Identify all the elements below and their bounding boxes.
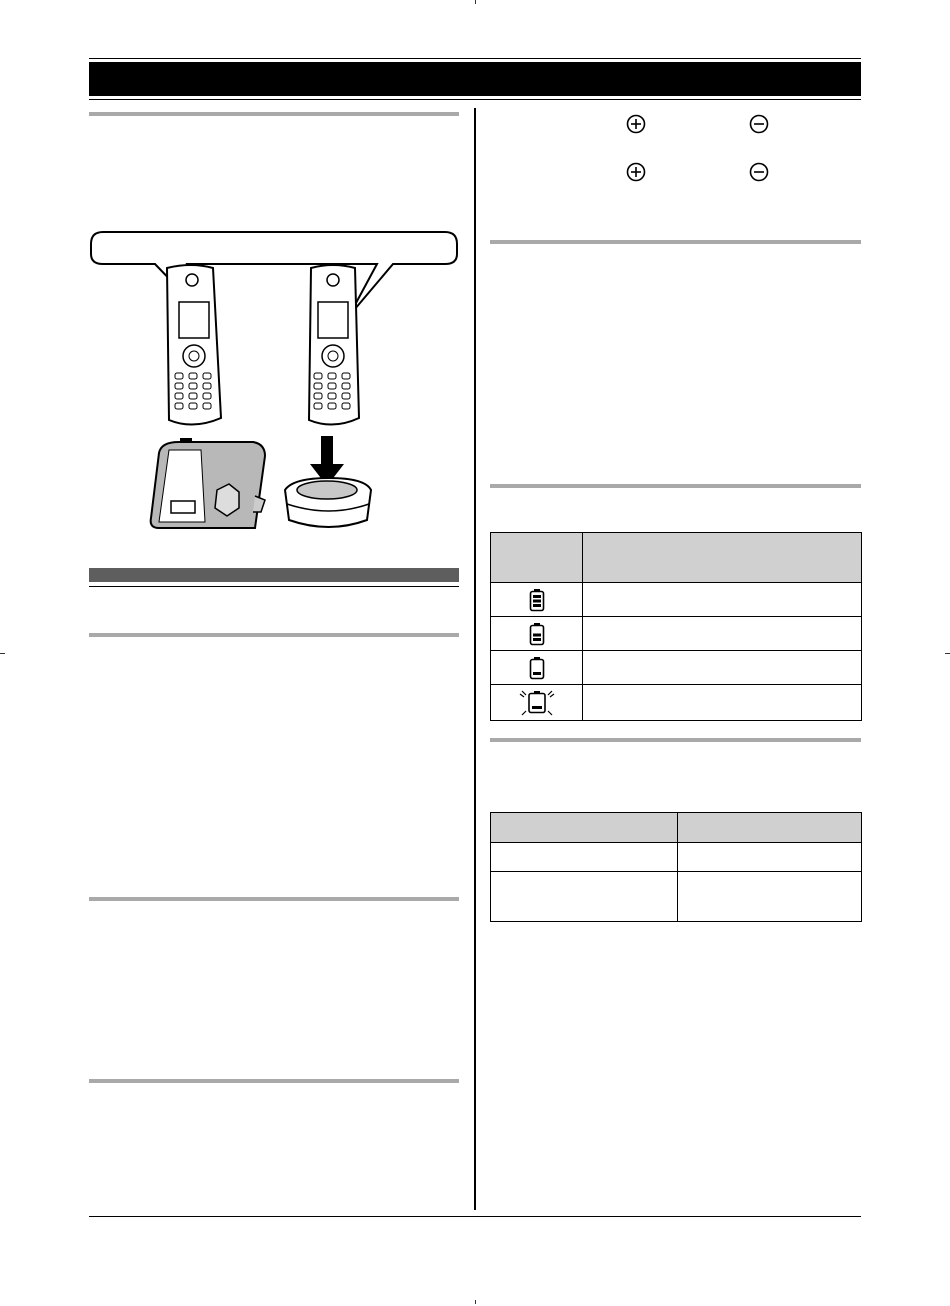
section-rule-right-1 [490,240,861,244]
battery-table-header-status [583,533,862,583]
performance-header-operation [491,813,678,843]
base-unit [151,442,265,528]
page-title-bar [89,62,861,96]
battery-performance-table [490,812,862,922]
plus-circle-icon [626,162,646,182]
table-row [491,651,862,685]
battery-empty-flashing-icon [517,688,557,718]
table-row [491,813,862,843]
performance-cell [491,872,678,922]
handset-left [167,265,221,425]
crop-mark-right [945,653,950,654]
section-rule-right-2 [490,484,861,488]
charger-unit [285,478,371,527]
table-row [491,533,862,583]
header-top-rule [89,58,861,59]
section-heading-bar-dark [89,568,459,582]
performance-cell [491,843,678,872]
header-bottom-rule [89,99,861,100]
battery-low-status [583,651,862,685]
crop-mark-top [475,0,476,4]
callout-bubble [91,232,457,316]
section-rule-right-3 [490,738,861,742]
section-heading-underline [89,586,459,587]
handset-right [309,265,359,425]
performance-cell [678,872,862,922]
column-divider [474,108,476,1210]
battery-table-header-icon [491,533,583,583]
table-row [491,872,862,922]
battery-empty-status [583,685,862,721]
performance-cell [678,843,862,872]
section-rule-left-2 [89,633,459,637]
table-row [491,685,862,721]
battery-full-status [583,583,862,617]
battery-medium-status [583,617,862,651]
crop-mark-bottom [475,1300,476,1304]
plus-circle-icon [626,114,646,134]
section-rule-left-3 [89,897,459,901]
table-row [491,583,862,617]
battery-icon-table [490,532,862,721]
performance-header-time [678,813,862,843]
handset-charging-illustration [89,228,461,538]
minus-circle-icon [749,162,769,182]
battery-medium-icon [529,622,545,646]
section-rule-left-1 [89,112,459,116]
battery-full-icon [529,588,545,612]
table-row [491,617,862,651]
minus-circle-icon [749,114,769,134]
footer-rule [89,1216,861,1217]
battery-low-icon [529,656,545,680]
table-row [491,843,862,872]
crop-mark-left [0,653,5,654]
section-rule-left-4 [89,1079,459,1083]
